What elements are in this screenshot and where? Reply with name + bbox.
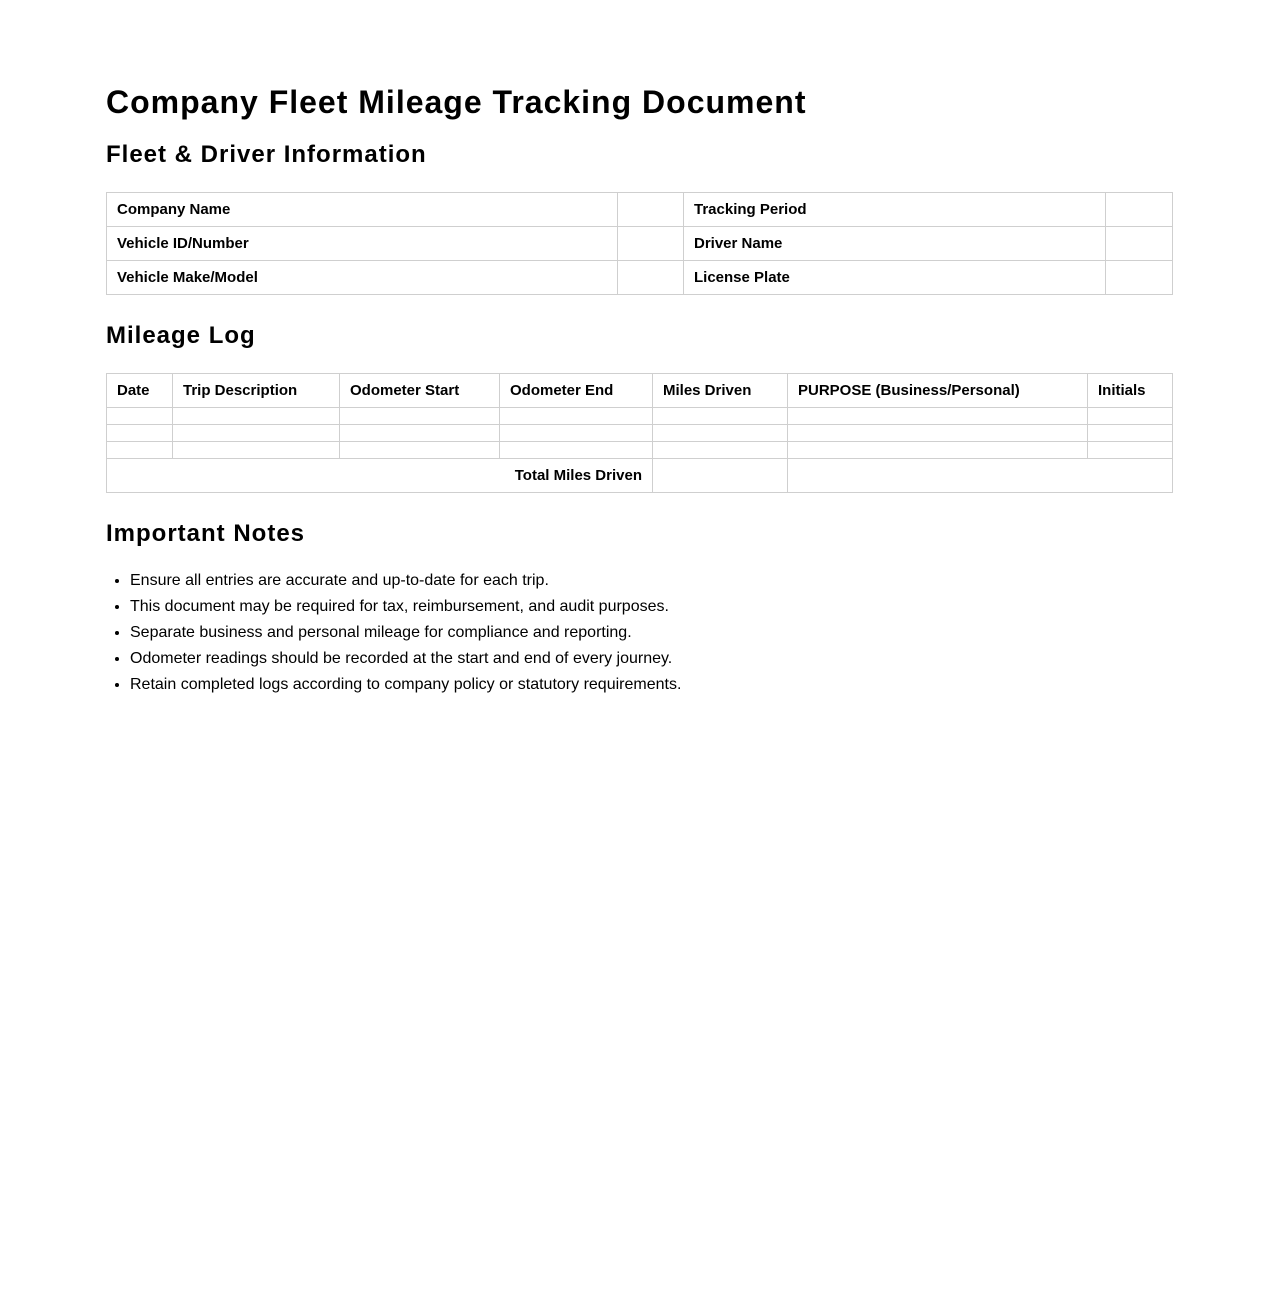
fleet-info-row [107, 261, 1173, 295]
list-item: • Odometer readings should be recorded at the start and end of every journey. [130, 646, 1172, 672]
list-item: • This document may be required for tax, reimbursement, and audit purposes. [130, 594, 1172, 620]
fleet-info-row [107, 193, 1173, 227]
odometer-start-cell[interactable] [340, 425, 500, 442]
miles-driven-cell[interactable] [653, 408, 788, 425]
purpose-cell[interactable] [788, 425, 1088, 442]
document-title: Company Fleet Mileage Tracking Document [106, 84, 807, 120]
fleet-info-row [107, 227, 1173, 261]
column-header-miles-driven: Miles Driven [653, 374, 788, 408]
initials-cell[interactable] [1088, 408, 1173, 425]
column-header-trip-description: Trip Description [173, 374, 340, 408]
vehicle-id-field[interactable] [618, 227, 684, 261]
odometer-end-cell[interactable] [500, 408, 653, 425]
vehicle-make-model-field[interactable] [618, 261, 684, 295]
list-item: • Ensure all entries are accurate and up-to-date for each trip. [130, 568, 1172, 594]
tracking-period-field[interactable] [1106, 193, 1173, 227]
odometer-start-cell[interactable] [340, 442, 500, 459]
table-row [107, 408, 1173, 425]
column-header-odometer-start: Odometer Start [340, 374, 500, 408]
odometer-end-cell[interactable] [500, 442, 653, 459]
driver-name-label: Driver Name [684, 227, 1106, 261]
total-miles-field[interactable] [653, 459, 788, 493]
trip-description-cell[interactable] [173, 442, 340, 459]
trip-description-cell[interactable] [173, 425, 340, 442]
total-row [107, 459, 1173, 493]
column-header-odometer-end: Odometer End [500, 374, 653, 408]
purpose-cell[interactable] [788, 442, 1088, 459]
table-header-row [107, 374, 1173, 408]
odometer-start-cell[interactable] [340, 408, 500, 425]
date-cell[interactable] [107, 408, 173, 425]
fleet-info-heading: Fleet & Driver Information [106, 141, 427, 168]
mileage-log-heading: Mileage Log [106, 322, 256, 349]
document-content [106, 80, 1172, 698]
license-plate-label: License Plate [684, 261, 1106, 295]
initials-cell[interactable] [1088, 442, 1173, 459]
column-header-initials: Initials [1088, 374, 1173, 408]
odometer-end-cell[interactable] [500, 425, 653, 442]
list-item: • Separate business and personal mileage for compliance and reporting. [130, 620, 1172, 646]
purpose-cell[interactable] [788, 408, 1088, 425]
vehicle-id-label: Vehicle ID/Number [107, 227, 618, 261]
fleet-info-table [106, 192, 1173, 295]
driver-name-field[interactable] [1106, 227, 1173, 261]
company-name-label: Company Name [107, 193, 618, 227]
date-cell[interactable] [107, 442, 173, 459]
important-notes-heading: Important Notes [106, 520, 306, 547]
vehicle-make-model-label: Vehicle Make/Model [107, 261, 618, 295]
company-name-field[interactable] [618, 193, 684, 227]
table-row [107, 442, 1173, 459]
table-row [107, 425, 1173, 442]
tracking-period-label: Tracking Period [684, 193, 1106, 227]
column-header-date: Date [107, 374, 173, 408]
list-item: • Retain completed logs according to company policy or statutory requirements. [130, 672, 1172, 698]
date-cell[interactable] [107, 425, 173, 442]
total-row-blank-cell [788, 459, 1173, 493]
trip-description-cell[interactable] [173, 408, 340, 425]
license-plate-field[interactable] [1106, 261, 1173, 295]
column-header-purpose: PURPOSE (Business/Personal) [788, 374, 1088, 408]
total-miles-label: Total Miles Driven [107, 459, 653, 493]
mileage-log-table [106, 373, 1173, 493]
notes-list [106, 568, 1172, 698]
initials-cell[interactable] [1088, 425, 1173, 442]
miles-driven-cell[interactable] [653, 425, 788, 442]
miles-driven-cell[interactable] [653, 442, 788, 459]
